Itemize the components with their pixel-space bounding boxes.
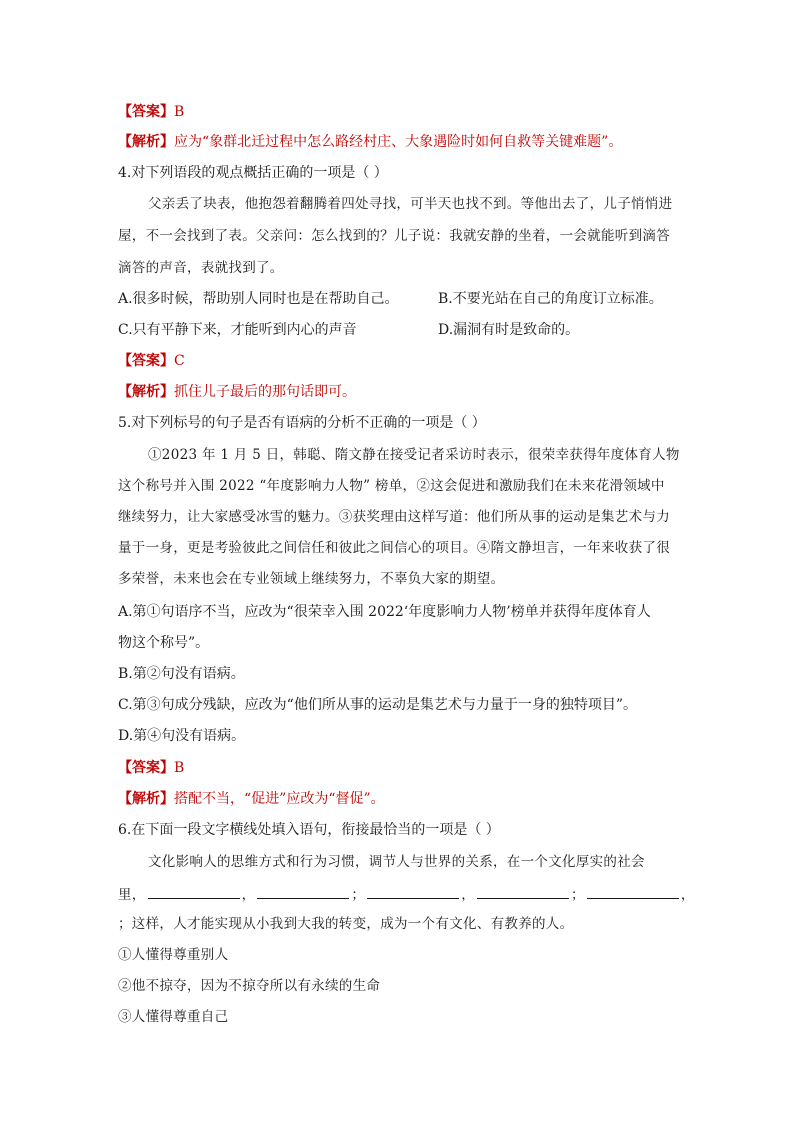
q5-passage-line: 这个称号并入围 2022 “年度影响力人物” 榜单，②这会促进和激励我们在未来花滑领域中: [118, 478, 665, 494]
answer-tag: 【答案】: [118, 760, 174, 776]
q5-passage-line: 继续努力，让大家感受冰雪的魅力。③获奖理由这样写道：他们所从事的运动是集艺术与力: [118, 509, 670, 525]
analysis-tag: 【解析】: [118, 791, 174, 807]
q6-item: ②他不掠夺，因为不掠夺所以有永续的生命: [118, 978, 381, 994]
q3-analysis-line: [118, 132, 622, 152]
q4-passage-line: 滴答的声音，表就找到了。: [118, 260, 284, 276]
q5-passage-line: 多荣誉，未来也会在专业领域上继续努力，不辜负大家的期望。: [118, 571, 505, 587]
fill-blank: [148, 884, 240, 899]
q4-passage-line: 父亲丢了块表，他抱怨着翻腾着四处寻找，可半天也找不到。等他出去了，儿子悄悄进: [148, 196, 673, 212]
q6-fill-blank-line: 里， ， ； ， ； ，: [118, 884, 695, 905]
q5-passage-line: 量于一身，更是考验彼此之间信任和彼此之间信心的项目。④隋文静坦言，一年来收获了很: [118, 540, 670, 556]
q5-option-d: D.第④句没有语病。: [118, 728, 246, 744]
q5-option-a: A.第①句语序不当，应改为“很荣幸入围 2022‘年度影响力人物’榜单并获得年度体育人: [118, 604, 651, 620]
q6-item: ③人懂得尊重自己: [118, 1009, 229, 1025]
q4-option-c: C.只有平静下来，才能听到内心的声音: [118, 322, 357, 338]
q4-analysis-line: [118, 382, 356, 402]
q5-option-a-cont: 物这个称号”。: [118, 635, 210, 651]
answer-value: B: [174, 104, 185, 120]
q5-option-c: C.第③句成分残缺，应改为“他们所从事的运动是集艺术与力量于一身的独特项目”。: [118, 697, 637, 713]
q5-passage-line: ①2023 年 1 月 5 日，韩聪、隋文静在接受记者采访时表示，很荣幸获得年度体育人物: [148, 447, 680, 463]
q6-passage-line: 文化影响人的思维方式和行为习惯，调节人与世界的关系，在一个文化厚实的社会: [148, 854, 645, 870]
fill-blank: [257, 884, 349, 899]
q5-answer-line: [118, 758, 184, 778]
analysis-text: 应为“象群北迁过程中怎么路经村庄、大象遇险时如何自救等关键难题”。: [174, 134, 623, 150]
q3-answer-line: [118, 102, 184, 122]
question-6-stem: 6.在下面一段文字横线处填入语句，衔接最恰当的一项是（ ）: [118, 822, 500, 838]
answer-value: C: [174, 353, 185, 369]
q5-option-b: B.第②句没有语病。: [118, 666, 245, 682]
q4-option-b: B.不要光站在自己的角度订立标准。: [438, 291, 663, 307]
fill-blank: [587, 884, 679, 899]
analysis-text: 抓住儿子最后的那句话即可。: [174, 384, 356, 400]
question-4-stem: 4.对下列语段的观点概括正确的一项是（ ）: [118, 165, 388, 181]
q6-passage-line: ；这样，人才能实现从小我到大我的转变，成为一个有文化、有教养的人。: [118, 916, 574, 932]
fill-blank: [477, 884, 569, 899]
answer-tag: 【答案】: [118, 353, 174, 369]
q4-option-a: A.很多时候，帮助别人同时也是在帮助自己。: [118, 291, 399, 307]
q6-passage-prefix: 里，: [118, 887, 146, 903]
q5-analysis-line: [118, 789, 385, 809]
answer-value: B: [174, 760, 185, 776]
question-5-stem: 5.对下列标号的句子是否有语病的分析不正确的一项是（ ）: [118, 415, 486, 431]
answer-tag: 【答案】: [118, 104, 174, 120]
analysis-tag: 【解析】: [118, 384, 174, 400]
analysis-tag: 【解析】: [118, 134, 174, 150]
fill-blank: [367, 884, 459, 899]
q4-passage-line: 屋，不一会找到了表。父亲问：怎么找到的？儿子说：我就安静的坐着，一会就能听到滴答: [118, 228, 670, 244]
analysis-text: 搭配不当，“促进”应改为“督促”。: [174, 791, 385, 807]
q4-answer-line: [118, 351, 185, 371]
q4-option-d: D.漏洞有时是致命的。: [438, 322, 580, 338]
q4-option-row: [118, 289, 399, 309]
q6-item: ①人懂得尊重别人: [118, 947, 229, 963]
